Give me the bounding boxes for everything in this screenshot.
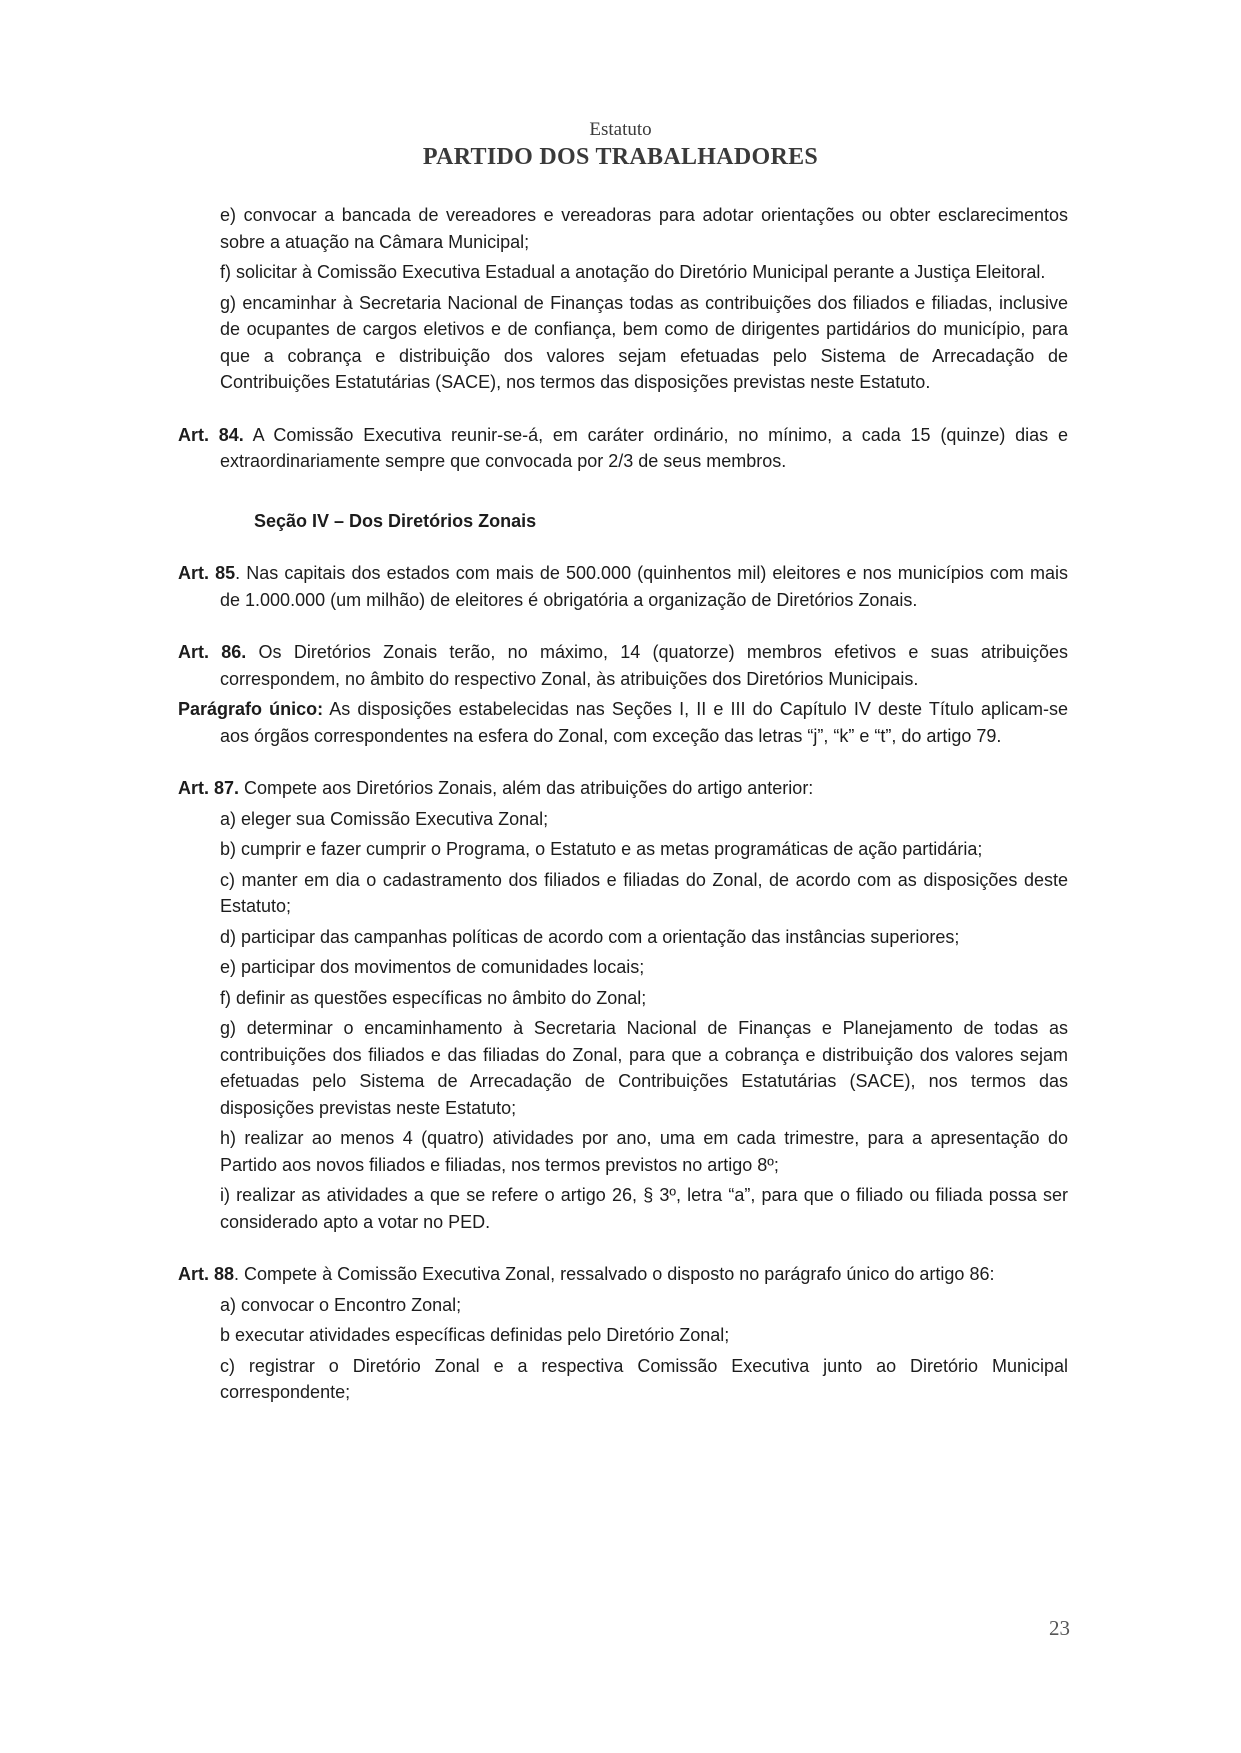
- list-item: a) convocar o Encontro Zonal;: [220, 1294, 462, 1315]
- paragrafo-unico: [178, 696, 1068, 749]
- list-item: b) cumprir e fazer cumprir o Programa, o Estatuto e as metas programáticas de ação partidária;: [220, 839, 983, 859]
- list-item: e) participar dos movimentos de comunidades locais;: [220, 957, 645, 977]
- list-item: g) determinar o encaminhamento à Secretaria Nacional de Finanças e Planejamento de todas as contribuições dos filiados e das filiadas do Zonal, para que a cobrança e distribuição dos valores sejam efetuadas pelo Sistema de Arrecadação de Contribuições Estatutárias (SACE), nos termos das disposições previstas neste Estatuto;: [220, 1018, 1068, 1118]
- article-text: A Comissão Executiva reunir-se-á, em caráter ordinário, no mínimo, a cada 15 (quinze) dias e extraordinariamente sempre que convocada por 2/3 de seus membros.: [220, 424, 1068, 471]
- list-item: f) solicitar à Comissão Executiva Estadual a anotação do Diretório Municipal perante a Justiça Eleitoral.: [220, 262, 1046, 282]
- article-text: . Nas capitais dos estados com mais de 500.000 (quinhentos mil) eleitores e nos municípios com mais de 1.000.000 (um milhão) de eleitores é obrigatória a organização de Diretórios Zonais.: [220, 563, 1068, 610]
- page-header: [0, 118, 1241, 172]
- page-number: 23: [1049, 1616, 1070, 1640]
- article-87: [178, 775, 1068, 802]
- article-85: [178, 560, 1068, 613]
- article-label: Art. 84.: [178, 424, 244, 445]
- article-label: Art. 86.: [178, 642, 247, 662]
- article-label: Art. 88: [178, 1264, 235, 1284]
- list-item: f) definir as questões específicas no âmbito do Zonal;: [220, 987, 647, 1008]
- article-text: Compete aos Diretórios Zonais, além das atribuições do artigo anterior:: [239, 778, 814, 798]
- article-label: Art. 87.: [178, 778, 240, 798]
- list-item: c) registrar o Diretório Zonal e a respectiva Comissão Executiva junto ao Diretório Municipal correspondente;: [220, 1355, 1068, 1402]
- paragraph-label: Parágrafo único:: [178, 699, 324, 719]
- list-item: d) participar das campanhas políticas de acordo com a orientação das instâncias superiores;: [220, 926, 960, 947]
- section-heading: Seção IV – Dos Diretórios Zonais: [254, 510, 537, 531]
- article-84: [178, 422, 1068, 475]
- list-item: c) manter em dia o cadastramento dos filiados e filiadas do Zonal, de acordo com as disposições deste Estatuto;: [220, 869, 1068, 916]
- list-item: a) eleger sua Comissão Executiva Zonal;: [220, 808, 549, 829]
- paragraph-text: As disposições estabelecidas nas Seções I, II e III do Capítulo IV deste Título aplicam-se aos órgãos correspondentes na esfera do Zonal, com exceção das letras “j”, “k” e “t”, do artigo 79.: [220, 699, 1068, 746]
- article-label: Art. 85: [178, 563, 236, 583]
- article-text: . Compete à Comissão Executiva Zonal, ressalvado o disposto no parágrafo único do artigo 86:: [234, 1264, 995, 1284]
- list-item: i) realizar as atividades a que se refere o artigo 26, § 3º, letra “a”, para que o filiado ou filiada possa ser considerado apto a votar no PED.: [220, 1185, 1068, 1232]
- article-text: Os Diretórios Zonais terão, no máximo, 14 (quatorze) membros efetivos e suas atribuições correspondem, no âmbito do respectivo Zonal, às atribuições dos Diretórios Municipais.: [220, 642, 1068, 689]
- list-item: b executar atividades específicas definidas pelo Diretório Zonal;: [220, 1325, 730, 1345]
- header-subtitle: Estatuto: [589, 119, 652, 140]
- list-item: e) convocar a bancada de vereadores e vereadoras para adotar orientações ou obter esclarecimentos sobre a atuação na Câmara Municipal;: [220, 205, 1068, 252]
- article-86: [178, 639, 1068, 692]
- header-title: PARTIDO DOS TRABALHADORES: [422, 144, 819, 170]
- article-88: [178, 1261, 1068, 1288]
- list-item: g) encaminhar à Secretaria Nacional de Finanças todas as contribuições dos filiados e filiadas, inclusive de ocupantes de cargos eletivos e de confiança, bem como de dirigentes partidários do município, para que a cobrança e distribuição dos valores sejam efetuadas pelo Sistema de Arrecadação de Contribuições Estatutárias (SACE), nos termos das disposições previstas neste Estatuto.: [220, 292, 1068, 392]
- document-body: [178, 202, 1068, 1410]
- list-item: h) realizar ao menos 4 (quatro) atividades por ano, uma em cada trimestre, para a apresentação do Partido aos novos filiados e filiadas, nos termos previstos no artigo 8º;: [220, 1128, 1068, 1175]
